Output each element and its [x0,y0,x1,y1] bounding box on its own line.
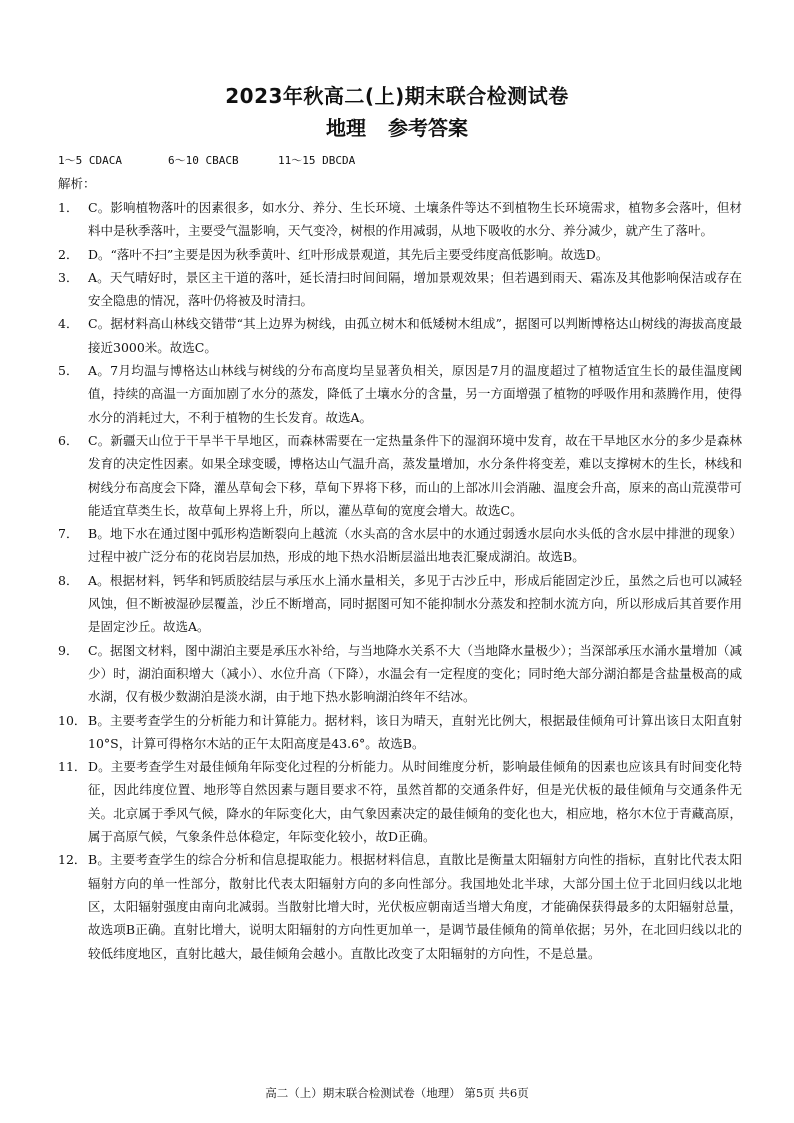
item-number: 2． [58,246,79,262]
analysis-item [58,848,742,964]
item-number: 7． [58,526,79,542]
page-subtitle [0,115,794,141]
item-number: 5． [58,363,79,379]
analysis-item [58,359,742,429]
analysis-heading: 解析： [58,176,96,191]
analysis-item [58,522,742,569]
item-number: 3． [58,269,79,285]
item-text: C。影响植物落叶的因素很多，如水分、养分、生长环境、土壤条件等达不到植物生长环境需求，植物多会落叶，但材料中是秋季落叶，主要受气温影响，天气变冷，树根的作用减弱，从地下吸收的水分、养分减少，就产生了落叶。 [88,200,742,239]
subject-label: 地理 [326,116,366,140]
item-text: D。“落叶不扫”主要是因为秋季黄叶、红叶形成景观道，其先后主要受纬度高低影响。故选D。 [88,246,609,262]
page-footer: 高二（上）期末联合检测试卷（地理） 第5页 共6页 [265,1086,529,1100]
answer-key [58,153,355,169]
analysis-item [58,196,742,243]
item-text: B。地下水在通过图中弧形构造断裂向上越流（水头高的含水层中的水通过弱透水层向水头低的含水层中排泄的现象）过程中被广泛分布的花岗岩层加热，形成的地下热水沿断层溢出地表汇聚成湖泊。故选B。 [88,526,742,565]
item-text: B。主要考查学生的综合分析和信息提取能力。根据材料信息，直散比是衡量太阳辐射方向性的指标，直射比代表太阳辐射方向的单一性部分，散射比代表太阳辐射方向的多向性部分。我国地处北半球，大部分国土位于北回归线以北地区，太阳辐射强度由南向北减弱。当散射比增大时，光伏板应朝南适当增大角度，才能确保获得最多的太阳辐射总量，故选项B正确。直射比增大，说明太阳辐射的方向性更加单一，是调节最佳倾角的简单依据；另外，在北回归线以北的较低纬度地区，直射比越大，最佳倾角会越小。直散比改变了太阳辐射的方向性，不是总量。 [88,852,742,961]
item-text: A。根据材料，钙华和钙质胶结层与承压水上涌水量相关，多见于古沙丘中，形成后能固定沙丘，虽然之后也可以减轻风蚀，但不断被湿砂层覆盖，沙丘不断增高，同时据图可知不能抑制水分蒸发和控制水流方向，所以形成后其首要作用是固定沙丘。故选A。 [88,572,742,635]
item-text: A。天气晴好时，景区主干道的落叶，延长清扫时间间隔，增加景观效果；但若遇到雨天、霜冻及其他影响保洁或存在安全隐患的情况，落叶仍将被及时清扫。 [88,269,742,309]
item-number: 9． [58,642,79,658]
analysis-item [58,639,742,709]
item-text: B。主要考查学生的分析能力和计算能力。据材料，该日为晴天，直射光比例大，根据最佳倾角可计算出该日太阳直射10°S，计算可得格尔木站的正午太阳高度是43.6°。故选B。 [88,712,742,751]
item-text: C。新疆天山位于干旱半干旱地区，而森林需要在一定热量条件下的湿润环境中发育，故在干旱地区水分的多少是森林发育的决定性因素。如果全球变暖，博格达山气温升高，蒸发量增加，水分条件将变差，难以支撑树木的生长，林线和树线分布高度会下降，灌丛草甸会下移，草甸下界将下移，而山的上部冰川会消融、温度会升高，原来的高山荒漠带可能适宜草类生长，故草甸上界将上升，所以，灌丛草甸的宽度会增大。故选C。 [88,432,742,518]
item-text: A。7月均温与博格达山林线与树线的分布高度均呈显著负相关，原因是7月的温度超过了植物适宜生长的最佳温度阈值，持续的高温一方面加剧了水分的蒸发，降低了土壤水分的含量，另一方面增强了植物的呼吸作用和蒸腾作用，使得水分的消耗过大，不利于植物的生长发育。故选A。 [88,363,742,425]
item-text: D。主要考查学生对最佳倾角年际变化过程的分析能力。从时间维度分析，影响最佳倾角的因素也应该具有时间变化特征，因此纬度位置、地形等自然因素与题目要求不符，虽然首都的交通条件好，但是光伏板的最佳倾角与交通条件无关。北京属于季风气候，降水的年际变化大，由气象因素决定的最佳倾角的变化也大，相应地，格尔木位于青藏高原，属于高原气候，气象条件总体稳定，年际变化较小，故D正确。 [88,759,742,845]
answer-group-1: 1～5 CDACA [58,154,122,167]
doc-type-label: 参考答案 [388,116,468,140]
item-number: 1． [58,200,79,215]
analysis-item [58,429,742,522]
analysis-item [58,569,742,639]
analysis-item [58,312,742,359]
item-text: C。据材料高山林线交错带“其上边界为树线，由孤立树木和低矮树木组成”，据图可以判断博格达山树线的海拔高度最接近3000米。故选C。 [88,316,742,355]
item-number: 6． [58,432,79,448]
item-number: 12． [58,852,87,868]
answer-group-2: 6～10 CBACB [168,154,239,167]
analysis-list [58,196,742,965]
item-text: C。据图文材料，图中湖泊主要是承压水补给，与当地降水关系不大（当地降水量极少）；当深部承压水涌水量增加（减少）时，湖泊面积增大（减小）、水位升高（下降），水温会有一定程度的变化；同时绝大部分湖泊都是含盐量极高的咸水湖，仅有极少数湖泊是淡水湖，由于地下热水影响湖泊终年不结冰。 [88,642,742,705]
analysis-item [58,709,742,756]
analysis-item [58,755,742,848]
page-title: 2023年秋高二(上)期末联合检测试卷 [225,84,569,108]
item-number: 11． [58,759,87,775]
item-number: 4． [58,316,79,332]
item-number: 8． [58,572,79,588]
analysis-item [58,243,742,266]
analysis-item [58,266,742,313]
item-number: 10． [58,712,87,728]
answer-group-3: 11～15 DBCDA [278,154,356,167]
